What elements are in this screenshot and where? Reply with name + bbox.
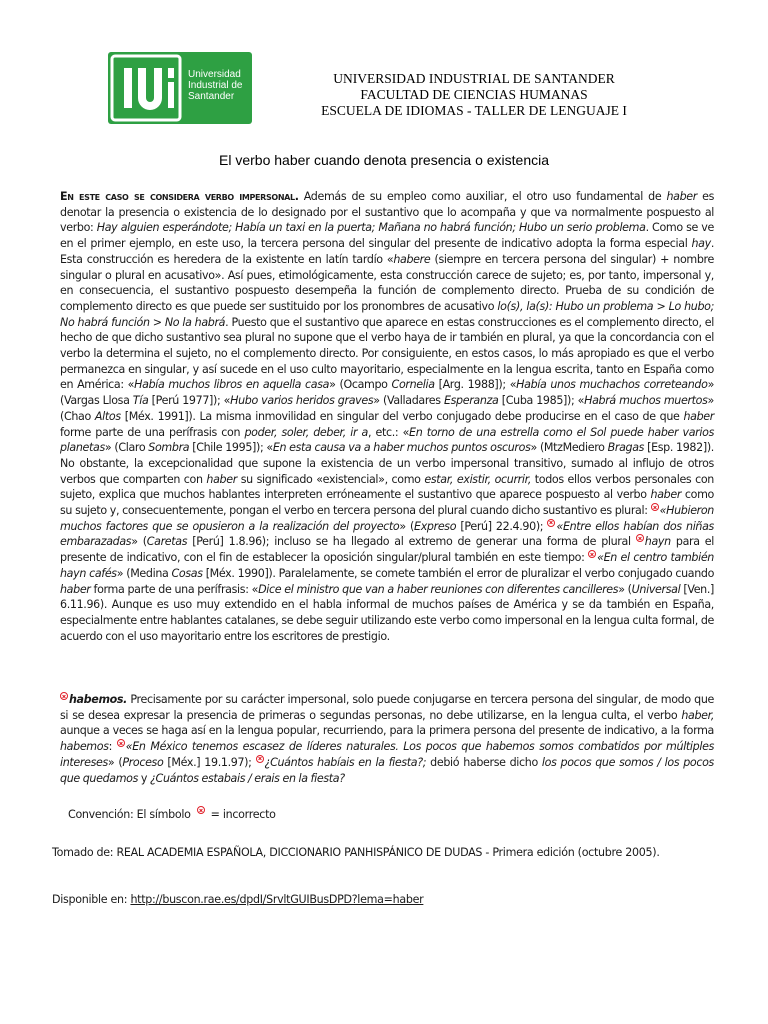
incorrect-symbol-icon	[197, 806, 205, 814]
work-title: Cornelia	[391, 378, 435, 392]
incorrect-quote: «En México tenemos escasez de líderes naturales. Los pocos que habemos somos combatidos por múltiples intereses	[60, 740, 714, 769]
correct-example: ¿Cuántos estabais / erais en la fiesta?	[150, 771, 345, 785]
citation: [Perú 1977]); «	[148, 394, 231, 408]
incorrect-symbol-icon	[117, 739, 125, 747]
incorrect-quote: Dice el ministro que van a haber reuniones con diferentes cancilleres	[258, 582, 619, 596]
school-name: ESCUELA DE IDIOMAS - TALLER DE LENGUAJE I	[321, 103, 627, 118]
source-citation: Tomado de: REAL ACADEMIA ESPAÑOLA, DICCIONARIO PANHISPÁNICO DE DUDAS - Primera edición (octubre 2005).	[52, 846, 660, 859]
text: , etc.: «	[367, 425, 410, 439]
paragraph-impersonal	[60, 189, 714, 644]
text: Precisamente por su carácter impersonal, solo puede conjugarse en tercera persona del singular, de modo que si se desea expresar la presencia de primeras o segundas personas, no debe utilizarse, en la lengua culta, el verbo	[60, 693, 714, 722]
availability-label: Disponible en:	[52, 893, 131, 906]
incorrect-symbol-icon	[60, 692, 68, 700]
work-title: Cosas	[171, 566, 203, 580]
text: . Como se ve en el primer ejemplo, en este uso, la tercera persona del singular del presente de indicativo adopta la forma especial	[60, 221, 714, 251]
term: hay	[691, 237, 711, 251]
logo-wordmark	[188, 69, 252, 102]
citation: » (	[399, 519, 415, 533]
work-title: Universal	[631, 582, 681, 596]
citation: » (	[618, 582, 632, 596]
quote: En esta causa va a haber muchos puntos oscuros	[272, 441, 531, 455]
work-title: Esperanza	[443, 394, 499, 408]
lead-in: En este caso se considera verbo impersonal.	[60, 190, 299, 203]
term: haber	[650, 488, 682, 502]
quote: Hubo varios heridos graves	[230, 394, 374, 408]
text: su significado «existencial», como	[236, 472, 425, 486]
logo-line-2: Industrial de	[188, 80, 243, 91]
citation: » (Chao	[60, 394, 714, 423]
lead-in: habemos.	[69, 693, 128, 706]
incorrect-quote: «Entre ellos habían dos niñas embarazadas	[60, 519, 714, 549]
text: es denotar la presencia o existencia de lo designado por el sustantivo que lo acompaña y que va normalmente pospuesto al verbo:	[60, 190, 714, 235]
citation: [Méx.] 19.1.97);	[163, 755, 256, 769]
work-title: Proceso	[122, 755, 164, 769]
term: habere	[393, 252, 431, 266]
citation: » (MtzMediero	[530, 441, 608, 455]
work-title: Caretas	[146, 535, 188, 549]
incorrect-symbol-icon	[636, 534, 644, 542]
university-name: UNIVERSIDAD INDUSTRIAL DE SANTANDER	[333, 71, 615, 86]
incorrect-symbol-icon	[651, 503, 659, 511]
term: estar, existir, ocurrir,	[424, 472, 531, 486]
convention-label: Convención: El símbolo	[68, 808, 191, 821]
quote: Había unos muchachos correteando	[516, 378, 708, 392]
term: haber	[60, 582, 91, 596]
term: poder, soler, deber, ir a	[244, 425, 368, 439]
text: . Puesto que el sustantivo que aparece en estas construcciones es el complemento directo, el hecho de que dicho sustantivo sea plural no supone que el verbo haya de ir también en plural, ya que la concordancia con el verbo la determina el sujeto, no el complemento directo. Por consiguiente, en estos casos, lo más apropiado es que el verbo permanezca en singular, y así sucede en el uso culto mayoritario, especialmente en la lengua escrita, tanto en España como en América: «	[60, 315, 714, 392]
work-title: Sombra	[148, 441, 190, 455]
citation: » (Medina	[116, 566, 172, 580]
example: Hay alguien esperándote; Había un taxi en la puerta; Mañana no habrá función; Hubo un serio problema	[96, 221, 646, 235]
incorrect-quote: «Hubieron muchos factores que se opusieron a la realización del proyecto	[60, 504, 714, 533]
incorrect-symbol-icon	[547, 519, 555, 527]
text: Además de su empleo como auxiliar, el otro uso fundamental de	[298, 190, 667, 203]
text: [Perú] 1.8.96); incluso se ha llegado al extremo de generar una forma de plural	[187, 535, 636, 549]
work-title: Bragas	[607, 441, 645, 455]
work-title: Expreso	[414, 519, 457, 533]
quote: Había muchos libros en aquella casa	[134, 378, 330, 392]
text: . Esta construcción es heredera de la existente en latín tardío «	[60, 237, 714, 266]
work-title: Altos	[94, 409, 121, 423]
source-link[interactable]: http://buscon.rae.es/dpdI/SrvltGUIBusDPD?lema=haber	[130, 893, 424, 906]
term: haber	[683, 409, 714, 423]
text: forma parte de una perífrasis: «	[90, 582, 259, 596]
text: [Ven.] 6.11.96). Aunque es uso muy extendido en el habla informal de muchos países de América y se da también en España, especialmente entre hablantes catalanes, se debe seguir utilizando este verbo como impersonal en la lengua culta formal, de acuerdo con el uso mayoritario entre los escritores de prestigio.	[60, 582, 715, 643]
citation: » (	[107, 755, 123, 769]
logo-line-3: Santander	[188, 91, 235, 102]
incorrect-symbol-icon	[588, 550, 596, 558]
text: aunque a veces se haga así en la lengua popular, recurriendo, para la primera persona del presente de indicativo, a la forma	[60, 724, 714, 738]
citation: [Perú] 22.4.90);	[456, 519, 548, 533]
availability-note	[52, 893, 423, 906]
incorrect-quote: «En el centro también hayn cafés	[60, 551, 714, 580]
document-title: El verbo haber cuando denota presencia o existencia	[219, 152, 549, 168]
citation: » (	[131, 535, 147, 549]
incorrect-symbol-icon	[256, 755, 264, 763]
faculty-name: FACULTAD DE CIENCIAS HUMANAS	[360, 87, 588, 102]
text: forme parte de una perífrasis con	[60, 425, 245, 439]
text: [Méx. 1990]). Paralelamente, se comete también el error de pluralizar el verbo conjugado cuando	[202, 566, 715, 580]
text: :	[108, 740, 117, 754]
uis-emblem-icon	[108, 52, 188, 124]
correct-example: los pocos que somos / los pocos que quedamos	[60, 755, 714, 785]
university-logo	[108, 52, 252, 124]
citation: » (Claro	[104, 441, 149, 455]
term: haber	[206, 472, 237, 486]
work-title: Tía	[132, 394, 149, 408]
text: [Esp. 1982]). No obstante, la excepcionalidad que supone la existencia de un verbo impersonal transitivo, sumado al influjo de otros verbos que comparten con	[60, 441, 714, 486]
citation: » (Vargas Llosa	[60, 378, 714, 408]
convention-note	[68, 808, 276, 821]
term: haber,	[681, 708, 714, 722]
quote: En torno de una estrella como el Sol puede haber varios planetas	[60, 425, 714, 455]
text: (siempre en tercera persona del singular) + nombre singular o plural en acusativo». Así pues, etimológicamente, esta construcción carece de sujeto; es, por tanto, impersonal y, en consecuencia, el sustantivo pospuesto desempeña la función de complemento directo. Prueba de su condición de complemento directo es que puede ser sustituido por los pronombres de acusativo	[60, 252, 714, 313]
institution-header	[268, 71, 680, 119]
citation: [Arg. 1988]); «	[434, 378, 517, 392]
term: habemos	[60, 740, 109, 754]
citation: [Chile 1995]); «	[189, 441, 273, 455]
citation: » (Valladares	[373, 394, 444, 408]
quote: Habrá muchos muertos	[584, 394, 708, 408]
logo-line-1: Universidad	[188, 69, 241, 80]
paragraph-habemos	[60, 692, 714, 786]
text: [Méx. 1991]). La misma inmovilidad en singular del verbo conjugado debe producirse en el caso de que	[120, 409, 684, 423]
text: para el presente de indicativo, con el fin de establecer la oposición singular/plural también en este tiempo:	[60, 535, 714, 565]
incorrect-quote: ¿Cuántos habíais en la fiesta?;	[264, 755, 427, 769]
citation: [Cuba 1985]); «	[498, 394, 585, 408]
citation: » (Ocampo	[329, 378, 392, 392]
example: lo(s), la(s): Hubo un problema > Lo hubo; No habrá función > No la habrá	[60, 299, 714, 329]
text: como su sujeto y, consecuentemente, pongan el verbo en tercera persona del plural cuando dicho sustantivo es plural:	[60, 488, 714, 518]
text: todos ellos verbos personales con sujeto, explica que muchos hablantes interpreten erróneamente el sustantivo que aparece pospuesto al verbo	[60, 472, 714, 502]
text: y	[138, 771, 151, 785]
text: debió haberse dicho	[426, 755, 542, 769]
term: haber	[666, 190, 697, 203]
term: hayn	[644, 535, 671, 549]
convention-meaning: = incorrecto	[210, 808, 276, 821]
